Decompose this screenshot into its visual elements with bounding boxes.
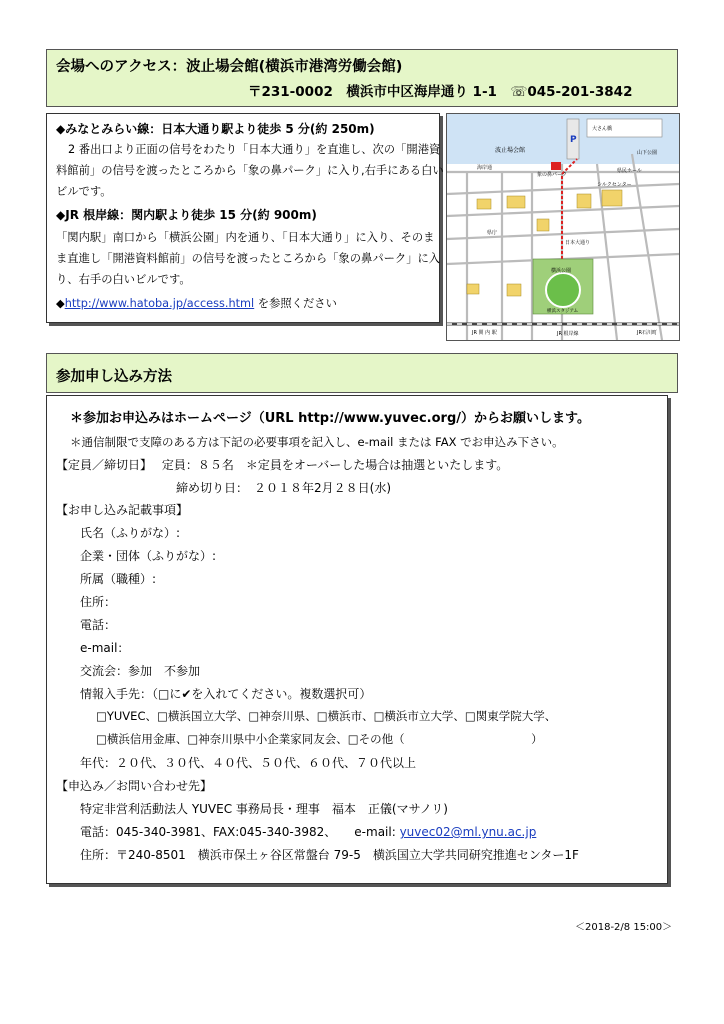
sub-notice: ＊通信制限で支障のある方は下記の必要事項を記入し、e-mail または FAX でお申込み下さい。 [70,435,564,449]
map-label-stadium: 横浜スタジアム [547,309,579,314]
jr-line-1: 「関内駅」南口から「横浜公園」内を通り、「日本大通り」に入り、そのま [56,231,435,244]
map-label-zounohana: 象の鼻パーク [537,172,568,178]
map-label-kenchou: 県庁 [487,230,498,236]
contact-phone-line [80,823,536,840]
field-name: 氏名（ふりがな）: [80,526,181,540]
map-stadium [546,273,580,307]
jr-heading: ◆JR 根岸線：関内駅より徒歩 15 分(約 900m) [56,208,317,222]
contact-org: 特定非営利活動法人 YUVEC 事務局長・理事 福本 正儀(マサノリ) [80,802,448,816]
minatomirai-line-2: 料館前」の信号を渡ったところから「象の鼻パーク」に入り,右手にある白い [56,164,444,177]
map-label-kaigan: 海岸通 [477,165,493,171]
minatomirai-line-1: 2 番出口より正面の信号をわたり「日本大通り」を直進し、次の「開港資 [68,143,441,156]
field-address: 住所： [80,595,117,609]
footer-timestamp: ＜2018-2/8 15:00＞ [575,922,673,933]
field-phone: 電話： [80,618,117,632]
contact-address: 住所：〒240-8501 横浜市保土ヶ谷区常盤台 79-5 横浜国立大学共同研究推進センター1F [80,848,579,862]
map-label-hatoba: 波止場会館 [495,147,526,154]
access-link-line [56,297,337,311]
map-label-ishikawacho: JR石川町 [637,330,657,336]
access-link[interactable]: http://www.hatoba.jp/access.html [64,297,255,310]
map-label-kanagawa-hall: 県民ホール [617,168,642,174]
source-options-1: □YUVEC、□横浜国立大学、□神奈川県、□横浜市、□横浜市立大学、□関東学院大学、 [96,709,557,723]
field-company: 企業・団体（ふりがな）: [80,549,217,563]
main-notice: ＊参加お申込みはホームページ（URL http://www.yuvec.org/）からお願いします。 [70,411,590,426]
access-address: 〒231-0002 横浜市中区海岸通り 1-1 ☏045-201-3842 [248,84,633,100]
map-label-parking: P [570,135,577,145]
minatomirai-heading: ◆みなとみらい線：日本大通り駅より徒歩 5 分(約 250m) [56,122,375,136]
map-label-yamashita: 山下公園 [637,150,658,156]
map-graphic [447,114,679,340]
contact-phone: 電話：045-340-3981、FAX:045-340-3982、 e-mail: [80,825,400,839]
jr-line-3: り、右手の白いビルです。 [56,273,191,286]
field-email: e-mail： [80,641,130,655]
deadline-line: 締め切り日： ２０１８年2月２８日(水) [176,481,391,495]
jr-line-2: ま直進し「開港資料館前」の信号を渡ったところから「象の鼻パーク」に入 [56,252,441,265]
map-label-yokohama-park: 横浜公園 [551,268,572,274]
contact-heading: 【申込み／お問い合わせ先】 [56,779,213,793]
access-map [446,113,680,341]
link-suffix: を参照ください [254,297,337,310]
map-venue-marker [551,162,561,170]
source-options-2: □横浜信用金庫、□神奈川県中小企業家同友会、□その他（ ） [96,732,543,746]
apply-title: 参加申し込み方法 [56,369,172,385]
field-department: 所属（職種）: [80,572,157,586]
field-info-source: 情報入手先：（□に✔を入れてください。複数選択可） [80,687,372,701]
form-heading: 【お申し込み記載事項】 [56,503,189,517]
map-label-nihon-odori: 日本大通り [565,240,591,246]
capacity-line: 【定員／締切日】 定員：８５名 ＊定員をオーバーした場合は抽選といたします。 [56,458,509,472]
map-label-negishi: JR 根岸線 [557,331,579,337]
access-title: 会場へのアクセス：波止場会館(横浜市港湾労働会館) [56,59,403,75]
contact-email-link[interactable]: yuvec02@ml.ynu.ac.jp [399,825,537,839]
map-label-osanbashi: 大さん橋 [592,126,613,132]
map-label-silk: シルクセンター [597,182,632,188]
link-bullet: ◆ [56,297,65,310]
minatomirai-line-3: ビルです。 [56,185,112,198]
age-line: 年代：２０代、３０代、４０代、５０代、６０代、７０代以上 [80,756,417,770]
field-networking: 交流会：参加 不参加 [80,664,201,678]
map-label-kannai: JR 関 内 駅 [472,330,497,336]
